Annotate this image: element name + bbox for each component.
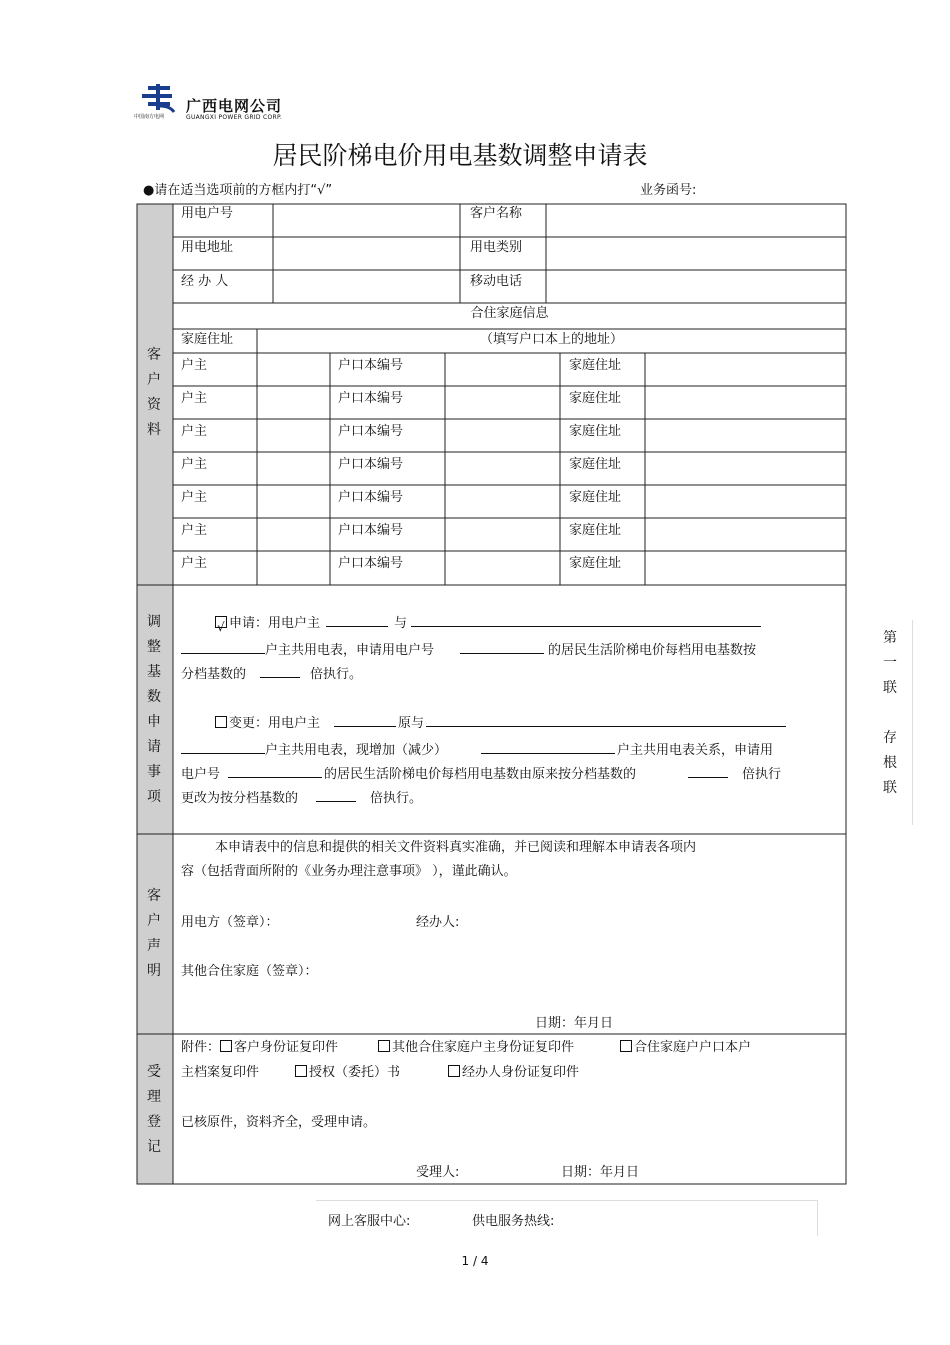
household-head-label: 户主	[181, 457, 208, 472]
household-address-label: 家庭住址	[569, 457, 622, 472]
side-label-customer-info: 客 户 资 料	[147, 347, 161, 438]
verified-text: 已核原件，资料齐全，受理申请。	[181, 1115, 377, 1130]
household-head-label: 户主	[181, 556, 208, 571]
declaration-date: 日期：年月日	[535, 1016, 614, 1031]
page-number: 1 / 4	[461, 1254, 489, 1268]
acceptance-date: 日期：年月日	[561, 1165, 640, 1180]
business-no-label: 业务函号:	[640, 183, 697, 198]
household-book-label: 户口本编号	[338, 556, 404, 571]
home-address-label: 家庭住址	[181, 332, 234, 347]
other-family-sign-label: 其他合住家庭（签章）：	[181, 964, 318, 979]
mobile-label: 移动电话	[470, 274, 523, 289]
category-label: 用电类别	[470, 240, 523, 255]
user-sign-label: 用电方（签章）：	[181, 915, 279, 930]
apply-line-3: 分档基数的 倍执行。	[181, 667, 363, 682]
side-divider	[912, 620, 913, 825]
receiver-label: 受理人:	[416, 1165, 460, 1180]
declaration-text-1: 本申请表中的信息和提供的相关文件资料真实准确，并已阅读和理解本申请表各项内	[215, 840, 697, 855]
side-label-declaration: 客 户 声 明	[147, 888, 161, 979]
hotline-label: 供电服务热线:	[472, 1214, 555, 1229]
change-line-1: 变更：用电户主 原与	[215, 714, 786, 732]
side-label-adjust-request: 调 整 基 数 申 请 事 项	[147, 614, 161, 805]
instruction-text: ●请在适当选项前的方框内打“√”	[143, 183, 333, 198]
online-service-label: 网上客服中心:	[328, 1214, 411, 1229]
household-address-label: 家庭住址	[569, 358, 622, 373]
logo-parent-text: 中国南方电网	[134, 114, 165, 120]
change-line-2: 户主共用电表，现增加（减少） 户主共用电表关系，申请用	[181, 741, 773, 759]
household-head-label: 户主	[181, 490, 208, 505]
side-label-acceptance: 受 理 登 记	[147, 1064, 161, 1155]
household-book-label: 户口本编号	[338, 457, 404, 472]
declaration-text-2: 容（包括背面所附的《业务办理注意事项》 ），谨此确认。	[181, 864, 517, 879]
household-book-label: 户口本编号	[338, 523, 404, 538]
change-line-3: 电户号 的居民生活阶梯电价每档用电基数由原来按分档基数的 倍执行	[181, 767, 782, 782]
apply-checkbox[interactable]	[215, 616, 227, 628]
household-book-label: 户口本编号	[338, 391, 404, 406]
household-head-label: 户主	[181, 523, 208, 538]
household-book-label: 户口本编号	[338, 424, 404, 439]
household-address-label: 家庭住址	[569, 391, 622, 406]
footer-divider	[817, 1200, 818, 1236]
customer-name-label: 客户名称	[470, 206, 523, 221]
attach-household-book-checkbox[interactable]	[620, 1040, 632, 1052]
logo-company-cn: 广西电网公司	[186, 97, 283, 115]
apply-line-1: √申请：用电户主 与	[215, 614, 761, 632]
apply-line-2: 户主共用电表，申请用电户号 的居民生活阶梯电价每档用电基数按	[181, 641, 756, 659]
household-address-label: 家庭住址	[569, 556, 622, 571]
logo-company-en: GUANGXI POWER GRID CORP.	[186, 114, 283, 121]
attachments-line-1: 附件： 客户身份证复印件 其他合住家庭户主身份证复印件 合住家庭户户口本户	[181, 1040, 752, 1055]
household-head-label: 户主	[181, 358, 208, 373]
household-address-label: 家庭住址	[569, 523, 622, 538]
attach-family-id-checkbox[interactable]	[378, 1040, 390, 1052]
attach-id-checkbox[interactable]	[220, 1040, 232, 1052]
attachments-line-2: 主档案复印件 授权（委托）书 经办人身份证复印件	[181, 1065, 580, 1080]
family-info-header: 合住家庭信息	[470, 306, 549, 321]
household-head-label: 户主	[181, 424, 208, 439]
household-address-label: 家庭住址	[569, 490, 622, 505]
household-head-label: 户主	[181, 391, 208, 406]
change-checkbox[interactable]	[215, 716, 227, 728]
household-book-label: 户口本编号	[338, 490, 404, 505]
declaration-handler-label: 经办人:	[416, 915, 460, 930]
attach-authorization-checkbox[interactable]	[295, 1065, 307, 1077]
page-title: 居民阶梯电价用电基数调整申请表	[272, 141, 648, 170]
home-address-hint: （填写户口本上的地址）	[479, 332, 623, 347]
copy-stub-label: 第 一 联 存 根 联	[883, 630, 897, 796]
handler-label: 经 办 人	[181, 274, 229, 289]
household-address-label: 家庭住址	[569, 424, 622, 439]
attach-handler-id-checkbox[interactable]	[448, 1065, 460, 1077]
account-no-label: 用电户号	[181, 206, 234, 221]
household-book-label: 户口本编号	[338, 358, 404, 373]
address-label: 用电地址	[181, 240, 234, 255]
change-line-4: 更改为按分档基数的 倍执行。	[181, 791, 423, 806]
